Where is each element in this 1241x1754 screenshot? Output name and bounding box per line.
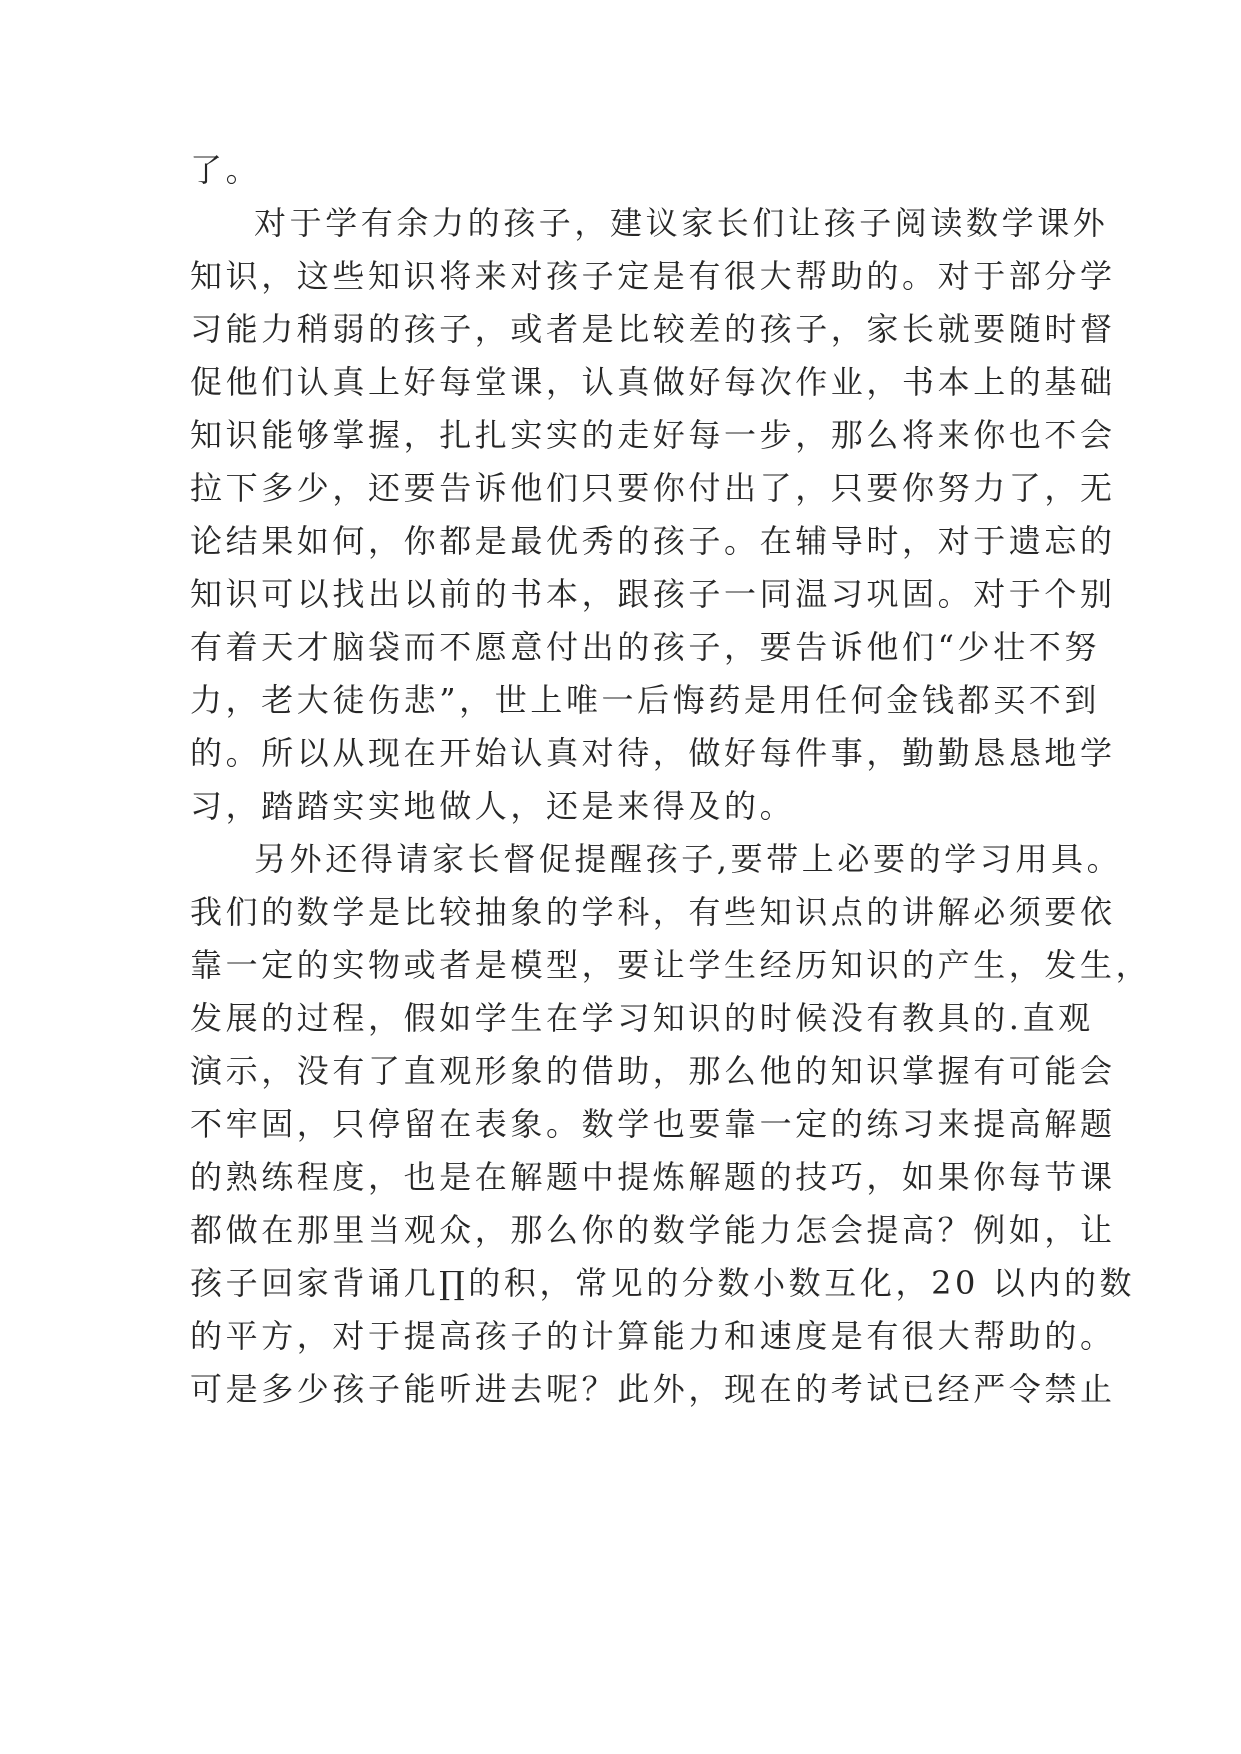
paragraph-start-line: 对于学有余力的孩子，建议家长们让孩子阅读数学课外 — [254, 204, 1109, 242]
text-line: 我们的数学是比较抽象的学科，有些知识点的讲解必须要依 — [190, 893, 1116, 931]
text-line: 孩子回家背诵几∏的积，常见的分数小数互化，20 以内的数 — [190, 1264, 1136, 1302]
text-line: 拉下多少，还要告诉他们只要你付出了，只要你努力了，无 — [190, 469, 1116, 507]
text-line: 可是多少孩子能听进去呢？此外，现在的考试已经严令禁止 — [190, 1370, 1116, 1408]
text-line: 知识能够掌握，扎扎实实的走好每一步，那么将来你也不会 — [190, 416, 1116, 454]
text-line: 促他们认真上好每堂课，认真做好每次作业，书本上的基础 — [190, 363, 1116, 401]
text-line: 的。所以从现在开始认真对待，做好每件事，勤勤恳恳地学 — [190, 734, 1116, 772]
text-line: 论结果如何，你都是最优秀的孩子。在辅导时，对于遗忘的 — [190, 522, 1116, 560]
text-line: 了。 — [190, 151, 262, 189]
text-line: 靠一定的实物或者是模型，要让学生经历知识的产生，发生， — [190, 946, 1152, 984]
text-line: 习能力稍弱的孩子，或者是比较差的孩子，家长就要随时督 — [190, 310, 1116, 348]
text-line: 力，老大徒伤悲”，世上唯一后悔药是用任何金钱都买不到 — [190, 681, 1100, 719]
text-line: 有着天才脑袋而不愿意付出的孩子，要告诉他们“少壮不努 — [190, 628, 1100, 666]
text-line: 的平方，对于提高孩子的计算能力和速度是有很大帮助的。 — [190, 1317, 1116, 1355]
text-line: 演示，没有了直观形象的借助，那么他的知识掌握有可能会 — [190, 1052, 1116, 1090]
text-line: 的熟练程度，也是在解题中提炼解题的技巧，如果你每节课 — [190, 1158, 1116, 1196]
text-line: 都做在那里当观众，那么你的数学能力怎会提高？例如，让 — [190, 1211, 1116, 1249]
text-line: 知识，这些知识将来对孩子定是有很大帮助的。对于部分学 — [190, 257, 1116, 295]
text-line: 发展的过程，假如学生在学习知识的时候没有教具的.直观 — [190, 999, 1094, 1037]
text-line: 不牢固，只停留在表象。数学也要靠一定的练习来提高解题 — [190, 1105, 1116, 1143]
text-line: 习，踏踏实实地做人，还是来得及的。 — [190, 787, 796, 825]
paragraph-start-line: 另外还得请家长督促提醒孩子,要带上必要的学习用具。 — [254, 840, 1123, 878]
text-line: 知识可以找出以前的书本，跟孩子一同温习巩固。对于个别 — [190, 575, 1116, 613]
